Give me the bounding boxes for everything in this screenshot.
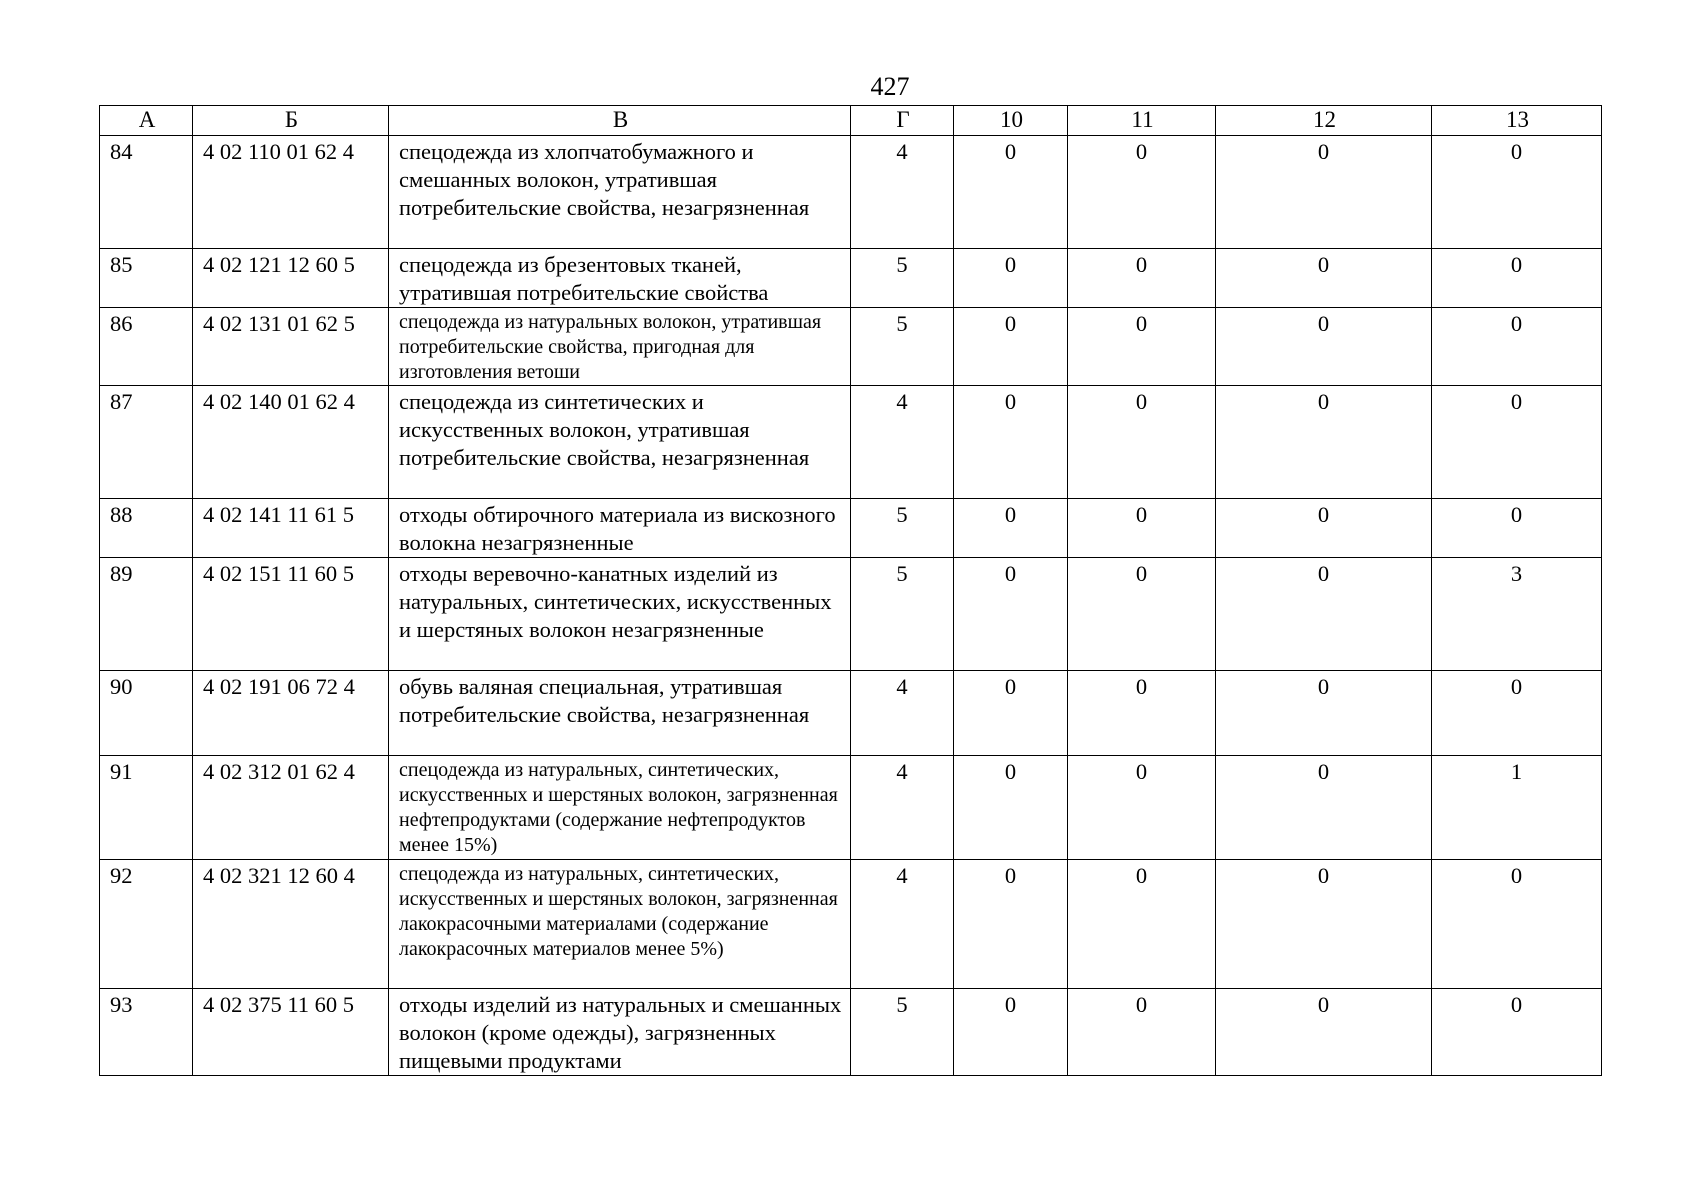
cell-13: 0 — [1432, 249, 1602, 308]
column-header-12: 12 — [1216, 106, 1432, 136]
cell-10: 0 — [954, 671, 1068, 756]
waste-code: 4 02 131 01 62 5 — [193, 308, 389, 386]
row-number: 85 — [100, 249, 193, 308]
table-row — [100, 386, 1602, 499]
cell-10: 0 — [954, 989, 1068, 1076]
column-header-11: 11 — [1068, 106, 1216, 136]
cell-10: 0 — [954, 860, 1068, 989]
row-number: 87 — [100, 386, 193, 499]
row-number: 88 — [100, 499, 193, 558]
waste-name: обувь валяная специальная, утратившая потребительские свойства, незагрязненная — [389, 671, 851, 756]
waste-name: спецодежда из натуральных, синтетических, искусственных и шерстяных волокон, загрязненная лакокрасочными материалами (содержание лакокрасочных материалов менее 5%) — [389, 860, 851, 989]
cell-11: 0 — [1068, 308, 1216, 386]
cell-11: 0 — [1068, 136, 1216, 249]
page-number: 427 — [870, 72, 910, 101]
table-row — [100, 989, 1602, 1076]
cell-12: 0 — [1216, 860, 1432, 989]
cell-13: 0 — [1432, 136, 1602, 249]
table-row — [100, 860, 1602, 989]
hazard-class: 4 — [851, 136, 954, 249]
waste-code: 4 02 151 11 60 5 — [193, 558, 389, 671]
row-number: 86 — [100, 308, 193, 386]
waste-name: отходы изделий из натуральных и смешанных волокон (кроме одежды), загрязненных пищевыми продуктами — [389, 989, 851, 1076]
cell-12: 0 — [1216, 136, 1432, 249]
cell-10: 0 — [954, 249, 1068, 308]
cell-11: 0 — [1068, 989, 1216, 1076]
waste-name: спецодежда из синтетических и искусственных волокон, утратившая потребительские свойства, незагрязненная — [389, 386, 851, 499]
table-row — [100, 249, 1602, 308]
hazard-class: 4 — [851, 756, 954, 860]
column-header-a: А — [100, 106, 193, 136]
table-row — [100, 558, 1602, 671]
table-row — [100, 136, 1602, 249]
hazard-class: 5 — [851, 308, 954, 386]
hazard-class: 4 — [851, 671, 954, 756]
hazard-class: 4 — [851, 386, 954, 499]
waste-code: 4 02 140 01 62 4 — [193, 386, 389, 499]
header-row — [100, 106, 1602, 136]
waste-code: 4 02 321 12 60 4 — [193, 860, 389, 989]
cell-12: 0 — [1216, 989, 1432, 1076]
column-header-10: 10 — [954, 106, 1068, 136]
cell-11: 0 — [1068, 860, 1216, 989]
cell-13: 0 — [1432, 386, 1602, 499]
cell-10: 0 — [954, 136, 1068, 249]
table-row — [100, 756, 1602, 860]
waste-name: спецодежда из натуральных волокон, утратившая потребительские свойства, пригодная для изготовления ветоши — [389, 308, 851, 386]
column-header-b: Б — [193, 106, 389, 136]
table-row — [100, 671, 1602, 756]
waste-code: 4 02 110 01 62 4 — [193, 136, 389, 249]
row-number: 91 — [100, 756, 193, 860]
cell-12: 0 — [1216, 249, 1432, 308]
cell-12: 0 — [1216, 756, 1432, 860]
waste-name: спецодежда из натуральных, синтетических, искусственных и шерстяных волокон, загрязненная нефтепродуктами (содержание нефтепродуктов менее 15%) — [389, 756, 851, 860]
cell-11: 0 — [1068, 671, 1216, 756]
cell-11: 0 — [1068, 499, 1216, 558]
waste-code: 4 02 121 12 60 5 — [193, 249, 389, 308]
waste-code: 4 02 191 06 72 4 — [193, 671, 389, 756]
cell-12: 0 — [1216, 386, 1432, 499]
cell-13: 0 — [1432, 499, 1602, 558]
hazard-class: 4 — [851, 860, 954, 989]
waste-code: 4 02 141 11 61 5 — [193, 499, 389, 558]
cell-13: 0 — [1432, 308, 1602, 386]
cell-13: 0 — [1432, 671, 1602, 756]
cell-13: 3 — [1432, 558, 1602, 671]
column-header-g: Г — [851, 106, 954, 136]
table-row — [100, 308, 1602, 386]
cell-12: 0 — [1216, 671, 1432, 756]
row-number: 84 — [100, 136, 193, 249]
waste-code: 4 02 375 11 60 5 — [193, 989, 389, 1076]
hazard-class: 5 — [851, 499, 954, 558]
row-number: 90 — [100, 671, 193, 756]
cell-12: 0 — [1216, 499, 1432, 558]
cell-12: 0 — [1216, 308, 1432, 386]
waste-name: отходы веревочно-канатных изделий из натуральных, синтетических, искусственных и шерстяных волокон незагрязненные — [389, 558, 851, 671]
hazard-class: 5 — [851, 989, 954, 1076]
cell-10: 0 — [954, 558, 1068, 671]
cell-11: 0 — [1068, 386, 1216, 499]
hazard-class: 5 — [851, 558, 954, 671]
waste-name: спецодежда из брезентовых тканей, утратившая потребительские свойства — [389, 249, 851, 308]
cell-10: 0 — [954, 386, 1068, 499]
cell-11: 0 — [1068, 756, 1216, 860]
column-header-v: В — [389, 106, 851, 136]
hazard-class: 5 — [851, 249, 954, 308]
cell-13: 0 — [1432, 989, 1602, 1076]
table-row — [100, 499, 1602, 558]
cell-11: 0 — [1068, 558, 1216, 671]
cell-13: 1 — [1432, 756, 1602, 860]
waste-name: отходы обтирочного материала из вискозного волокна незагрязненные — [389, 499, 851, 558]
cell-10: 0 — [954, 308, 1068, 386]
column-header-13: 13 — [1432, 106, 1602, 136]
cell-11: 0 — [1068, 249, 1216, 308]
waste-table — [99, 105, 1602, 1076]
cell-13: 0 — [1432, 860, 1602, 989]
waste-code: 4 02 312 01 62 4 — [193, 756, 389, 860]
cell-12: 0 — [1216, 558, 1432, 671]
row-number: 89 — [100, 558, 193, 671]
cell-10: 0 — [954, 756, 1068, 860]
row-number: 92 — [100, 860, 193, 989]
cell-10: 0 — [954, 499, 1068, 558]
waste-name: спецодежда из хлопчатобумажного и смешанных волокон, утратившая потребительские свойства, незагрязненная — [389, 136, 851, 249]
row-number: 93 — [100, 989, 193, 1076]
